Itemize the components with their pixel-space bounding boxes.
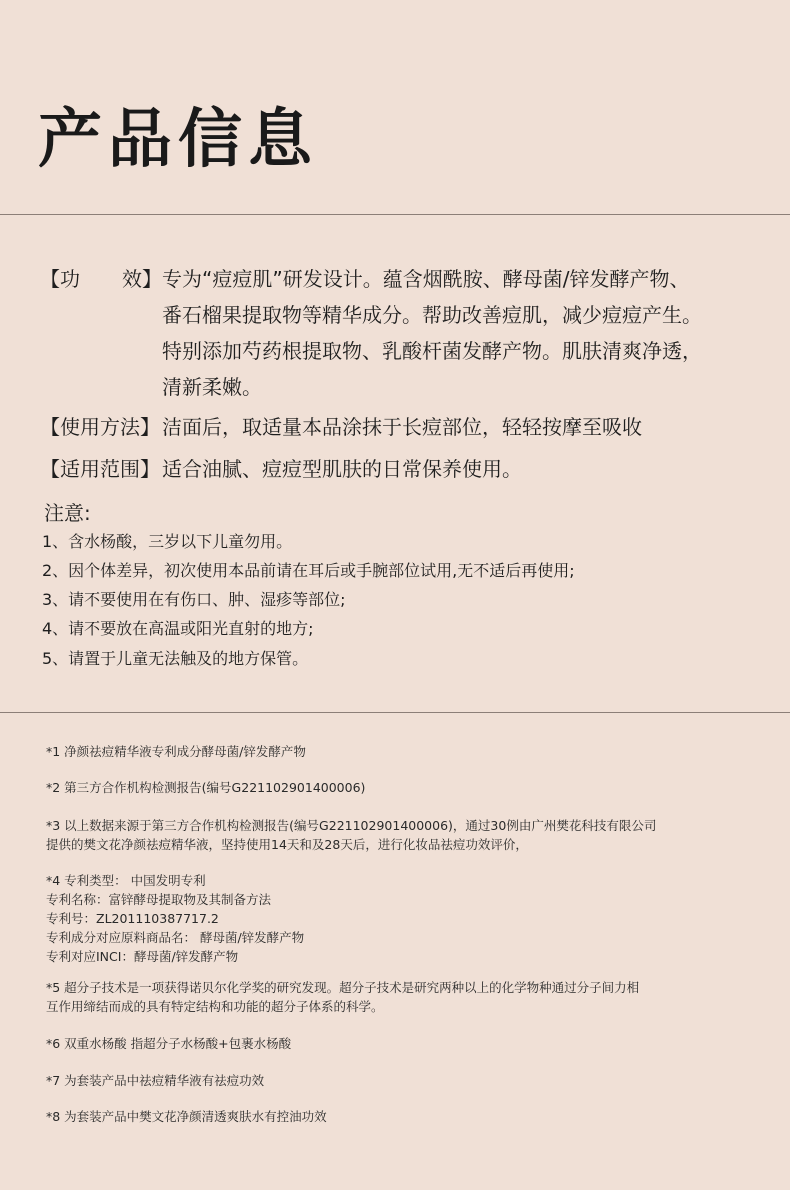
effect-label-open: 【功 (40, 267, 80, 291)
scope-text (162, 451, 762, 487)
footnote-6 (46, 1034, 762, 1053)
scope-label: 【适用范围】 (40, 457, 160, 481)
notice-item: 3、请不要使用在有伤口、肿、湿疹等部位; (42, 590, 346, 609)
footnote-1 (46, 742, 762, 761)
footnote-line: *6 双重水杨酸 指超分子水杨酸+包裹水杨酸 (46, 1036, 292, 1051)
footnote-4 (46, 871, 762, 966)
notice-title: 注意: (44, 501, 91, 525)
footnote-line: 专利成分对应原料商品名： 酵母菌/锌发酵产物 (46, 930, 305, 945)
footnote-line: *7 为套装产品中祛痘精华液有祛痘功效 (46, 1073, 265, 1088)
effect-line: 专为“痘痘肌”研发设计。蕴含烟酰胺、酵母菌/锌发酵产物、 (162, 267, 690, 291)
effect-line: 番石榴果提取物等精华成分。帮助改善痘肌，减少痘痘产生。 (162, 303, 702, 327)
notice-item: 1、含水杨酸，三岁以下儿童勿用。 (42, 532, 293, 551)
effect-label-close: 效】 (122, 267, 162, 291)
footnote-3 (46, 816, 762, 854)
footnote-line: 专利号：ZL201110387717.2 (46, 911, 219, 926)
footnote-line: 专利对应INCI：酵母菌/锌发酵产物 (46, 949, 239, 964)
effect-line: 清新柔嫩。 (162, 375, 262, 399)
footnote-7 (46, 1071, 762, 1090)
footnote-line: *5 超分子技术是一项获得诺贝尔化学奖的研究发现。超分子技术是研究两种以上的化学物种通过分子间力相 (46, 980, 640, 995)
footnote-line: *4 专利类型： 中国发明专利 (46, 873, 206, 888)
footnote-5 (46, 978, 762, 1016)
effect-text (162, 261, 762, 405)
footnote-line: *1 净颜祛痘精华液专利成分酵母菌/锌发酵产物 (46, 744, 306, 759)
notice-item: 5、请置于儿童无法触及的地方保管。 (42, 649, 309, 668)
notice-item: 2、因个体差异，初次使用本品前请在耳后或手腕部位试用,无不适后再使用; (42, 561, 575, 580)
page-title: 产品信息 (38, 103, 318, 177)
footnote-line: *8 为套装产品中樊文花净颜清透爽肤水有控油功效 (46, 1109, 327, 1124)
footnote-line: 专利名称：富锌酵母提取物及其制备方法 (46, 892, 272, 907)
notice-item: 4、请不要放在高温或阳光直射的地方; (42, 619, 314, 638)
effect-line: 特别添加芍药根提取物、乳酸杆菌发酵产物。肌肤清爽净透， (162, 339, 702, 363)
footnote-8 (46, 1107, 762, 1126)
effect-label (40, 261, 162, 297)
footnote-line: 提供的樊文花净颜祛痘精华液，坚持使用14天和及28天后，进行化妆品祛痘功效评价， (46, 837, 528, 852)
top-divider (0, 214, 790, 215)
footnote-line: *2 第三方合作机构检测报告(编号G221102901400006) (46, 780, 366, 795)
usage-line: 洁面后，取适量本品涂抹于长痘部位，轻轻按摩至吸收 (162, 415, 642, 439)
scope-line: 适合油腻、痘痘型肌肤的日常保养使用。 (162, 457, 522, 481)
bottom-divider (0, 712, 790, 713)
usage-text (162, 409, 762, 445)
footnote-2 (46, 778, 762, 797)
footnote-line: 互作用缔结而成的具有特定结构和功能的超分子体系的科学。 (46, 999, 384, 1014)
footnote-line: *3 以上数据来源于第三方合作机构检测报告(编号G221102901400006)，通过30例由广州樊花科技有限公司 (46, 818, 657, 833)
usage-label: 【使用方法】 (40, 415, 160, 439)
